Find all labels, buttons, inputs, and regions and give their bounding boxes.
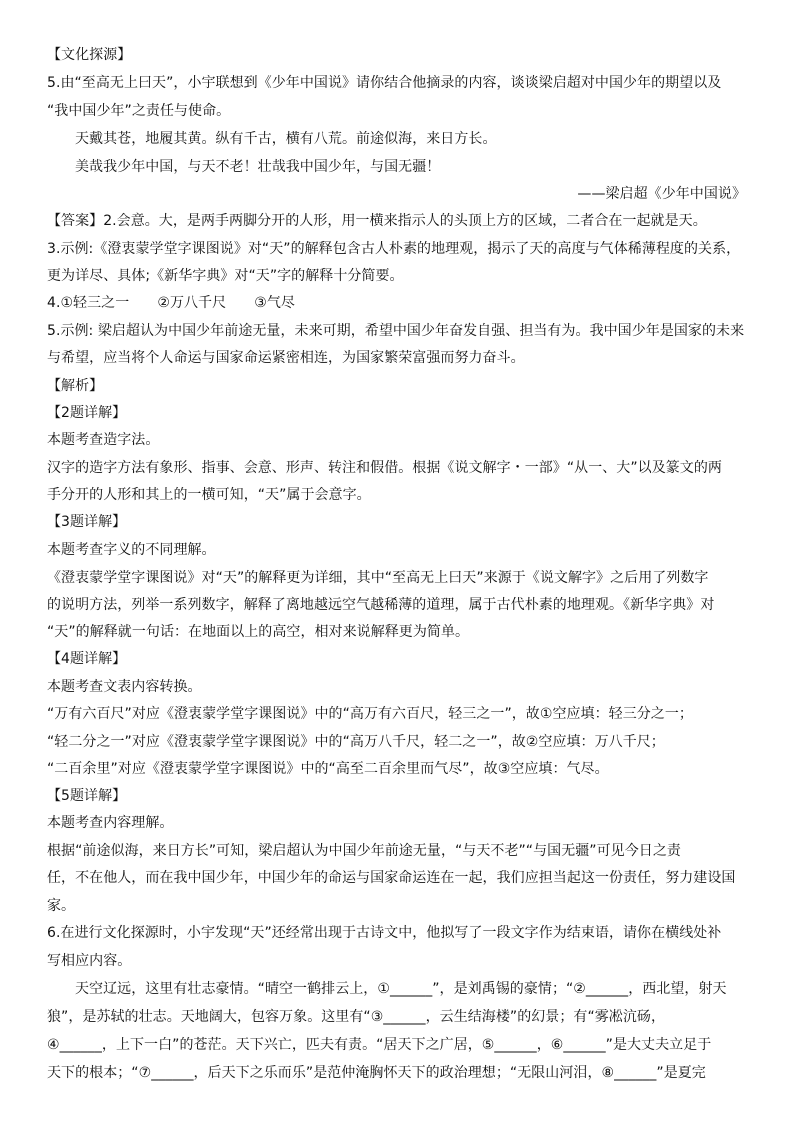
detail-5-heading: 【5题详解】 bbox=[47, 788, 127, 804]
detail-5-line-3: 任，不在他人，而在我中国少年，中国少年的命运与国家命运连在一起，我们应担当起这一份责任，努力建设国 bbox=[47, 870, 736, 886]
detail-2-line-1: 本题考查造字法。 bbox=[47, 432, 160, 448]
analysis-heading: 【解析】 bbox=[47, 378, 104, 394]
detail-4-line-1: 本题考查文表内容转换。 bbox=[47, 679, 202, 695]
question-6-line-1: 6.在进行文化探源时，小宇发现“天”还经常出现于古诗文中，他拟写了一段文字作为结束语，请你在横线处补 bbox=[47, 925, 722, 941]
question-5-line-1: 5.由“至高无上曰天”，小宇联想到《少年中国说》请你结合他摘录的内容，谈谈梁启超对中国少年的期望以及 bbox=[47, 75, 722, 91]
answer-3-line-1: 3.示例:《澄衷蒙学堂字课图说》对“天”的解释包含古人朴素的地理观，揭示了天的高度与气体稀薄程度的关系， bbox=[47, 241, 741, 257]
detail-3-line-1: 本题考查字义的不同理解。 bbox=[47, 542, 216, 558]
detail-2-heading: 【2题详解】 bbox=[47, 405, 127, 421]
detail-4-heading: 【4题详解】 bbox=[47, 651, 127, 667]
detail-3-heading: 【3题详解】 bbox=[47, 514, 127, 530]
detail-2-line-3: 手分开的人形和其上的一横可知，“天”属于会意字。 bbox=[47, 487, 371, 503]
detail-4-line-3: “轻二分之一”对应《澄衷蒙学堂字课图说》中的“高万八千尺，轻二之一”，故②空应填：万八千尺； bbox=[47, 734, 665, 750]
answer-2: 【答案】2.会意。大，是两手两脚分开的人形，用一横来指示人的头顶上方的区域，二者合在一起就是天。 bbox=[47, 213, 707, 229]
detail-2-line-2: 汉字的造字方法有象形、指事、会意、形声、转注和假借。根据《说文解字・一部》“从一、大”以及篆文的两 bbox=[47, 460, 722, 476]
detail-5-line-2: 根据“前途似海，来日方长”可知，梁启超认为中国少年前途无量，“与天不老”“与国无疆”可见今日之责 bbox=[47, 843, 681, 859]
fill-blank-line-4: 天下的根本；“⑦______，后天下之乐而乐”是范仲淹胸怀天下的政治理想；“无限山河泪，⑧______”是夏完 bbox=[47, 1065, 706, 1081]
answer-5-line-1: 5.示例: 梁启超认为中国少年前途无量，未来可期，希望中国少年奋发自强、担当有为。我中国少年是国家的未来 bbox=[47, 323, 745, 339]
detail-4-line-4: “二百余里”对应《澄衷蒙学堂字课图说》中的“高至二百余里而气尽”，故③空应填：气尽。 bbox=[47, 761, 609, 777]
detail-5-line-1: 本题考查内容理解。 bbox=[47, 815, 174, 831]
section-heading-culture: 【文化探源】 bbox=[47, 47, 132, 63]
detail-4-line-2: “万有六百尺”对应《澄衷蒙学堂字课图说》中的“高万有六百尺，轻三之一”，故①空应填：轻三分之一； bbox=[47, 706, 693, 722]
quote-line-2: 美哉我少年中国，与天不老！壮哉我中国少年，与国无疆！ bbox=[75, 159, 441, 175]
answer-5-line-2: 与希望，应当将个人命运与国家命运紧密相连，为国家繁荣富强而努力奋斗。 bbox=[47, 350, 525, 366]
answer-4: 4.①轻三之一 ②万八千尺 ③气尽 bbox=[47, 295, 295, 311]
detail-3-line-2: 《澄衷蒙学堂字课图说》对“天”的解释更为详细，其中“至高无上曰天”来源于《说文解字》之后用了列数字 bbox=[47, 570, 709, 586]
question-6-line-2: 写相应内容。 bbox=[47, 953, 132, 969]
detail-5-line-4: 家。 bbox=[47, 898, 76, 914]
fill-blank-line-3: ④______，上下一白”的苍茫。天下兴亡，匹夫有责。“居天下之广居，⑤______，⑥______”是大丈夫立足于 bbox=[47, 1037, 712, 1053]
quote-attribution: ——梁启超《少年中国说》 bbox=[577, 186, 746, 202]
detail-3-line-4: “天”的解释就一句话：在地面以上的高空，相对来说解释更为简单。 bbox=[47, 624, 470, 640]
answer-3-line-2: 更为详尽、具体;《新华字典》对“天”字的解释十分简要。 bbox=[47, 268, 404, 284]
detail-3-line-3: 的说明方法，列举一系列数字，解释了离地越远空气越稀薄的道理，属于古代朴素的地理观。《新华字典》对 bbox=[47, 597, 715, 613]
fill-blank-line-1: 天空辽远，这里有壮志豪情。“晴空一鹤排云上，①______”，是刘禹锡的豪情；“②______，西北望，射天 bbox=[75, 981, 727, 997]
quote-line-1: 天戴其苍，地履其黄。纵有千古，横有八荒。前途似海，来日方长。 bbox=[75, 131, 497, 147]
fill-blank-line-2: 狼”，是苏轼的壮志。天地阔大，包容万象。这里有“③______，云生结海楼”的幻景；有“雾凇沆砀， bbox=[47, 1009, 666, 1025]
question-5-line-2: “我中国少年”之责任与使命。 bbox=[47, 103, 231, 119]
